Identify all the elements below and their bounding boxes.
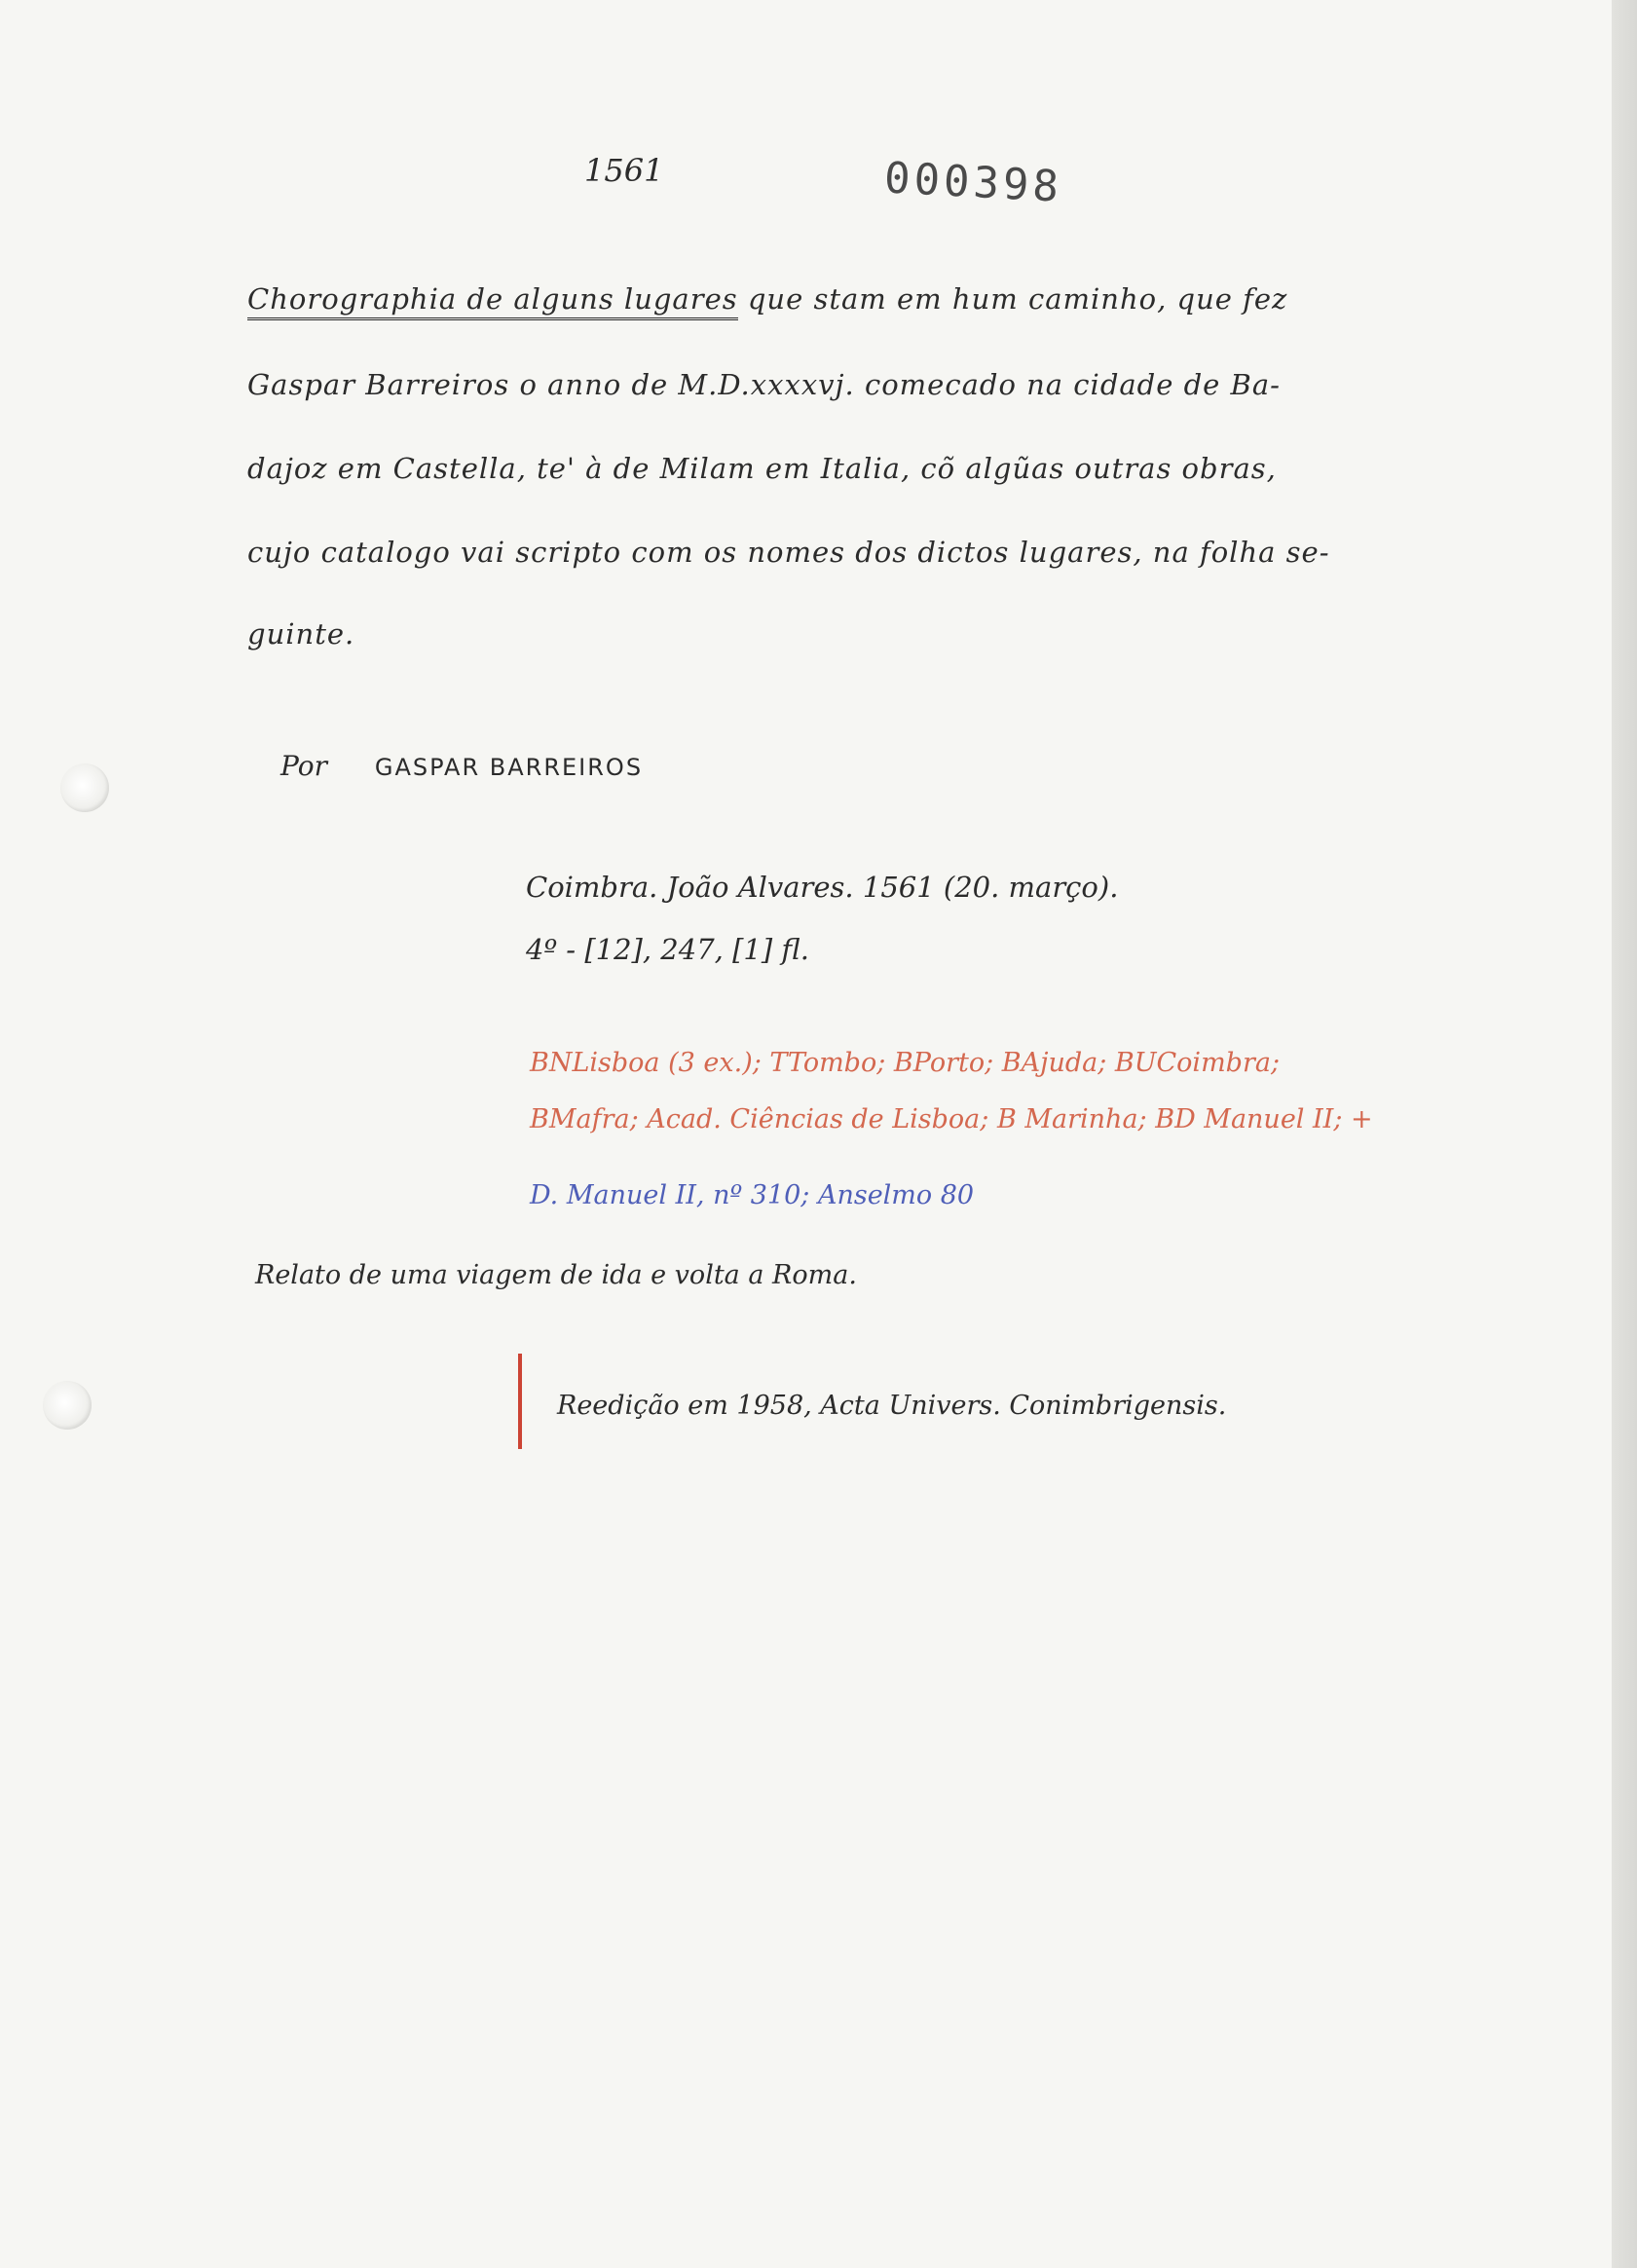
margin-red-bar — [518, 1354, 522, 1449]
punch-hole-bottom — [43, 1381, 92, 1430]
year-heading: 1561 — [584, 152, 664, 189]
title-line-1-rest: que stam em hum caminho, que fez — [747, 282, 1288, 316]
holdings-line-1: BNLisboa (3 ex.); TTombo; BPorto; BAjuda; BUCoimbra; — [530, 1048, 1281, 1078]
page-edge — [1612, 0, 1637, 2268]
title-underlined: Chorographia de alguns lugares — [247, 282, 738, 320]
collation-line: 4º - [12], 247, [1] fl. — [526, 933, 809, 966]
description-note: Relato de uma viagem de ida e volta a Roma. — [255, 1260, 857, 1290]
title-line-2: Gaspar Barreiros o anno de M.D.xxxxvj. comecado na cidade de Ba- — [247, 368, 1281, 401]
reedition-note: Reedição em 1958, Acta Univers. Conimbrigensis. — [557, 1391, 1227, 1421]
author-name: GASPAR BARREIROS — [374, 754, 644, 781]
imprint-line: Coimbra. João Alvares. 1561 (20. março). — [526, 871, 1119, 904]
title-line-5: guinte. — [247, 617, 355, 651]
title-line-1 — [247, 282, 1287, 316]
punch-hole-top — [60, 763, 109, 812]
references-line: D. Manuel II, nº 310; Anselmo 80 — [530, 1180, 975, 1210]
holdings-line-2: BMafra; Acad. Ciências de Lisboa; B Marinha; BD Manuel II; + — [530, 1104, 1373, 1134]
author-line — [280, 750, 643, 782]
title-line-4: cujo catalogo vai scripto com os nomes dos dictos lugares, na folha se- — [247, 536, 1330, 569]
stamp-number: 000398 — [882, 153, 1064, 212]
author-prefix: Por — [280, 750, 327, 782]
title-line-3: dajoz em Castella, te' à de Milam em Italia, cõ algũas outras obras, — [247, 452, 1277, 485]
